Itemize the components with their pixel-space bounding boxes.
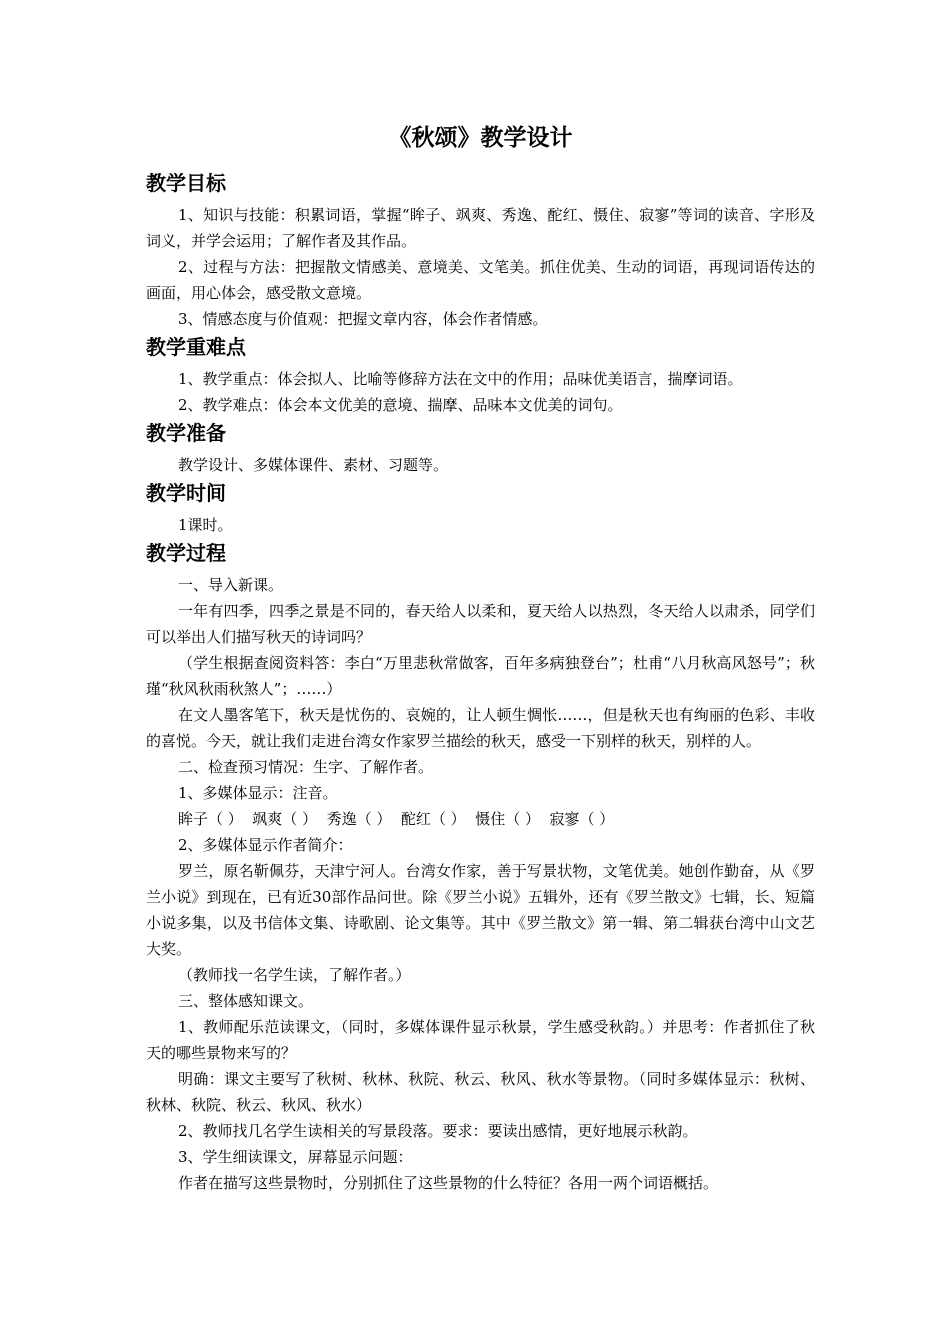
paragraph: 一年有四季，四季之景是不同的，春天给人以柔和，夏天给人以热烈，冬天给人以肃杀，同学们可以举出人们描写秋天的诗词吗？: [146, 602, 815, 646]
page-title: 《秋颂》教学设计: [388, 124, 573, 151]
paragraph: （教师找一名学生读，了解作者。）: [178, 966, 411, 984]
paragraph: 1课时。: [178, 516, 233, 534]
paragraph: 二、检查预习情况：生字、了解作者。: [178, 758, 434, 776]
paragraph: 在文人墨客笔下，秋天是忧伤的、哀婉的，让人顿生惆怅……，但是秋天也有绚丽的色彩、丰收的喜悦。今天，就让我们走进台湾女作家罗兰描绘的秋天，感受一下别样的秋天，别样的人。: [146, 706, 815, 750]
heading-prep: 教学准备: [146, 421, 226, 445]
paragraph: （学生根据查阅资料答：李白“万里悲秋常做客，百年多病独登台”；杜甫“八月秋高风怒号”；秋瑾“秋风秋雨秋煞人”；……）: [146, 654, 815, 698]
paragraph: 2、教师找几名学生读相关的写景段落。要求：要读出感情，更好地展示秋韵。: [178, 1122, 698, 1140]
paragraph: 1、教学重点：体会拟人、比喻等修辞方法在文中的作用；品味优美语言，揣摩词语。: [178, 370, 743, 388]
heading-process: 教学过程: [146, 541, 226, 565]
paragraph: 罗兰，原名靳佩芬，天津宁河人。台湾女作家，善于写景状物，文笔优美。她创作勤奋，从《罗兰小说》到现在，已有近30部作品问世。除《罗兰小说》五辑外，还有《罗兰散文》七辑，长、短篇小说多集，以及书信体文集、诗歌剧、论文集等。其中《罗兰散文》第一辑、第二辑获台湾中山文艺大奖。: [146, 862, 815, 958]
heading-keypoints: 教学重难点: [146, 335, 246, 359]
paragraph: 2、过程与方法：把握散文情感美、意境美、文笔美。抓住优美、生动的词语，再现词语传达的画面，用心体会，感受散文意境。: [146, 258, 815, 302]
paragraph: 2、教学难点：体会本文优美的意境、揣摩、品味本文优美的词句。: [178, 396, 623, 414]
paragraph: 作者在描写这些景物时，分别抓住了这些景物的什么特征？各用一两个词语概括。: [178, 1174, 719, 1192]
paragraph: 2、多媒体显示作者简介：: [178, 836, 353, 854]
paragraph: 教学设计、多媒体课件、素材、习题等。: [178, 456, 449, 474]
paragraph: 3、情感态度与价值观：把握文章内容，体会作者情感。: [178, 310, 548, 328]
paragraph: 1、教师配乐范读课文，（同时，多媒体课件显示秋景，学生感受秋韵。）并思考：作者抓住了秋天的哪些景物来写的？: [146, 1018, 815, 1062]
paragraph: 一、导入新课。: [178, 576, 284, 594]
heading-time: 教学时间: [146, 481, 226, 505]
paragraph: 1、知识与技能：积累词语，掌握“眸子、飒爽、秀逸、酡红、慑住、寂寥”等词的读音、字形及词义，并学会运用；了解作者及其作品。: [146, 206, 815, 250]
paragraph: 明确：课文主要写了秋树、秋林、秋院、秋云、秋风、秋水等景物。（同时多媒体显示：秋树、秋林、秋院、秋云、秋风、秋水）: [146, 1070, 815, 1114]
paragraph: 1、多媒体显示：注音。: [178, 784, 338, 802]
pinyin-blanks: 眸子（ ） 飒爽（ ） 秀逸（ ） 酡红（ ） 慑住（ ） 寂寥（ ）: [178, 810, 615, 828]
paragraph: 3、学生细读课文，屏幕显示问题：: [178, 1148, 413, 1166]
paragraph: 三、整体感知课文。: [178, 992, 314, 1010]
heading-goals: 教学目标: [146, 171, 226, 195]
